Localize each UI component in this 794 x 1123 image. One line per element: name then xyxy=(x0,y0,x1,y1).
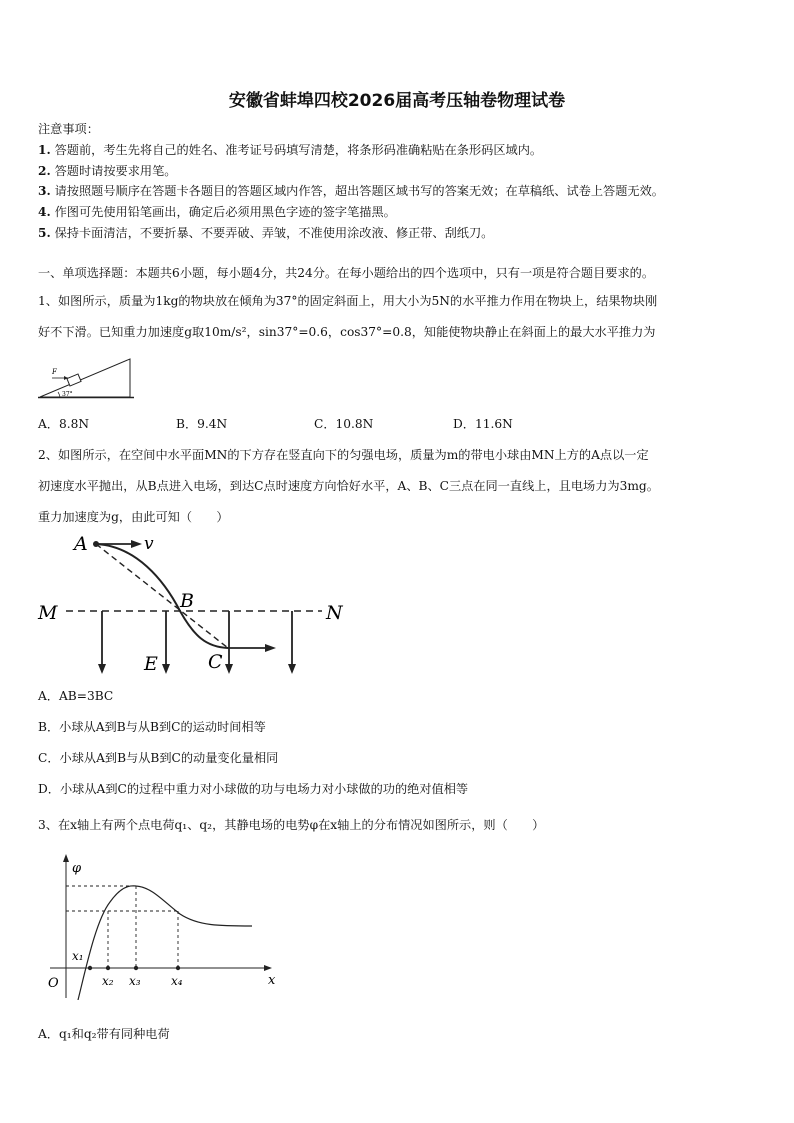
q1-option-b[interactable]: B．9.4N xyxy=(176,417,228,431)
q1-option-d[interactable]: D．11.6N xyxy=(453,417,513,431)
q1-incline-figure xyxy=(38,357,138,399)
q2-stem-line1: 2、如图所示，在空间中水平面MN的下方存在竖直向下的匀强电场，质量为m的带电小球由MN上方的A点以一定 xyxy=(38,448,649,462)
notice-item: 5. 保持卡面清洁，不要折暴、不要弄破、弄皱，不准使用涂改液、修正带、刮纸刀。 xyxy=(38,226,494,240)
svg-text:A: A xyxy=(74,533,88,555)
q1-option-c[interactable]: C．10.8N xyxy=(314,417,374,431)
q3-option-a[interactable]: A．q₁和q₂带有同种电荷 xyxy=(38,1027,170,1041)
notice-item: 1. 答题前，考生先将自己的姓名、准考证号码填写清楚，将条形码准确粘贴在条形码区域内。 xyxy=(38,143,543,157)
page-title: 安徽省蚌埠四校2026届高考压轴卷物理试卷 xyxy=(228,91,566,111)
q2-option-a[interactable]: A．AB=3BC xyxy=(38,689,114,703)
svg-text:x₁: x₁ xyxy=(72,949,84,963)
svg-text:x₃: x₃ xyxy=(129,974,141,988)
q3-stem-line1: 3、在x轴上有两个点电荷q₁、q₂，其静电场的电势φ在x轴上的分布情况如图所示，则（ ） xyxy=(38,818,545,832)
svg-text:x₂: x₂ xyxy=(102,974,114,988)
svg-text:N: N xyxy=(326,602,343,624)
notice-item: 4. 作图可先使用铅笔画出，确定后必须用黑色字迹的签字笔描黑。 xyxy=(38,205,396,219)
svg-text:E: E xyxy=(144,653,158,675)
q2-option-d[interactable]: D．小球从A到C的过程中重力对小球做的功与电场力对小球做的功的绝对值相等 xyxy=(38,782,469,796)
svg-text:C: C xyxy=(208,651,223,673)
q1-stem-line1: 1、如图所示，质量为1kg的物块放在倾角为37°的固定斜面上，用大小为5N的水平推力作用在物块上，结果物块刚 xyxy=(38,294,658,308)
svg-text:M: M xyxy=(38,602,58,624)
notice-heading: 注意事项： xyxy=(38,122,99,136)
angle-label: 37° xyxy=(62,391,73,398)
svg-text:φ: φ xyxy=(72,861,82,876)
svg-text:O: O xyxy=(48,976,59,991)
notice-item: 2. 答题时请按要求用笔。 xyxy=(38,164,177,178)
svg-text:B: B xyxy=(180,590,194,612)
q2-field-figure xyxy=(36,530,356,680)
q1-option-a[interactable]: A．8.8N xyxy=(38,417,90,431)
svg-text:x₄: x₄ xyxy=(171,974,183,988)
q2-stem-line2: 初速度水平抛出，从B点进入电场，到达C点时速度方向恰好水平，A、B、C三点在同一直线上，且电场力为3mg。 xyxy=(38,479,659,493)
force-label: F xyxy=(52,368,57,376)
q1-stem-line2: 好不下滑。已知重力加速度g取10m/s²，sin37°=0.6，cos37°=0.8，知能使物块静止在斜面上的最大水平推力为 xyxy=(38,325,656,339)
block xyxy=(67,374,81,386)
section-heading: 一、单项选择题：本题共6小题，每小题4分，共24分。在每小题给出的四个选项中，只有一项是符合题目要求的。 xyxy=(38,266,655,280)
q2-option-c[interactable]: C．小球从A到B与从B到C的动量变化量相同 xyxy=(38,751,279,765)
q2-stem-line3: 重力加速度为g，由此可知（ ） xyxy=(38,510,229,524)
svg-text:v: v xyxy=(144,534,154,554)
svg-text:x: x xyxy=(268,973,276,988)
q2-option-b[interactable]: B．小球从A到B与从B到C的运动时间相等 xyxy=(38,720,266,734)
q3-potential-graph xyxy=(40,850,290,1000)
notice-item: 3. 请按照题号顺序在答题卡各题目的答题区域内作答，超出答题区域书写的答案无效；在草稿纸、试卷上答题无效。 xyxy=(38,184,664,198)
